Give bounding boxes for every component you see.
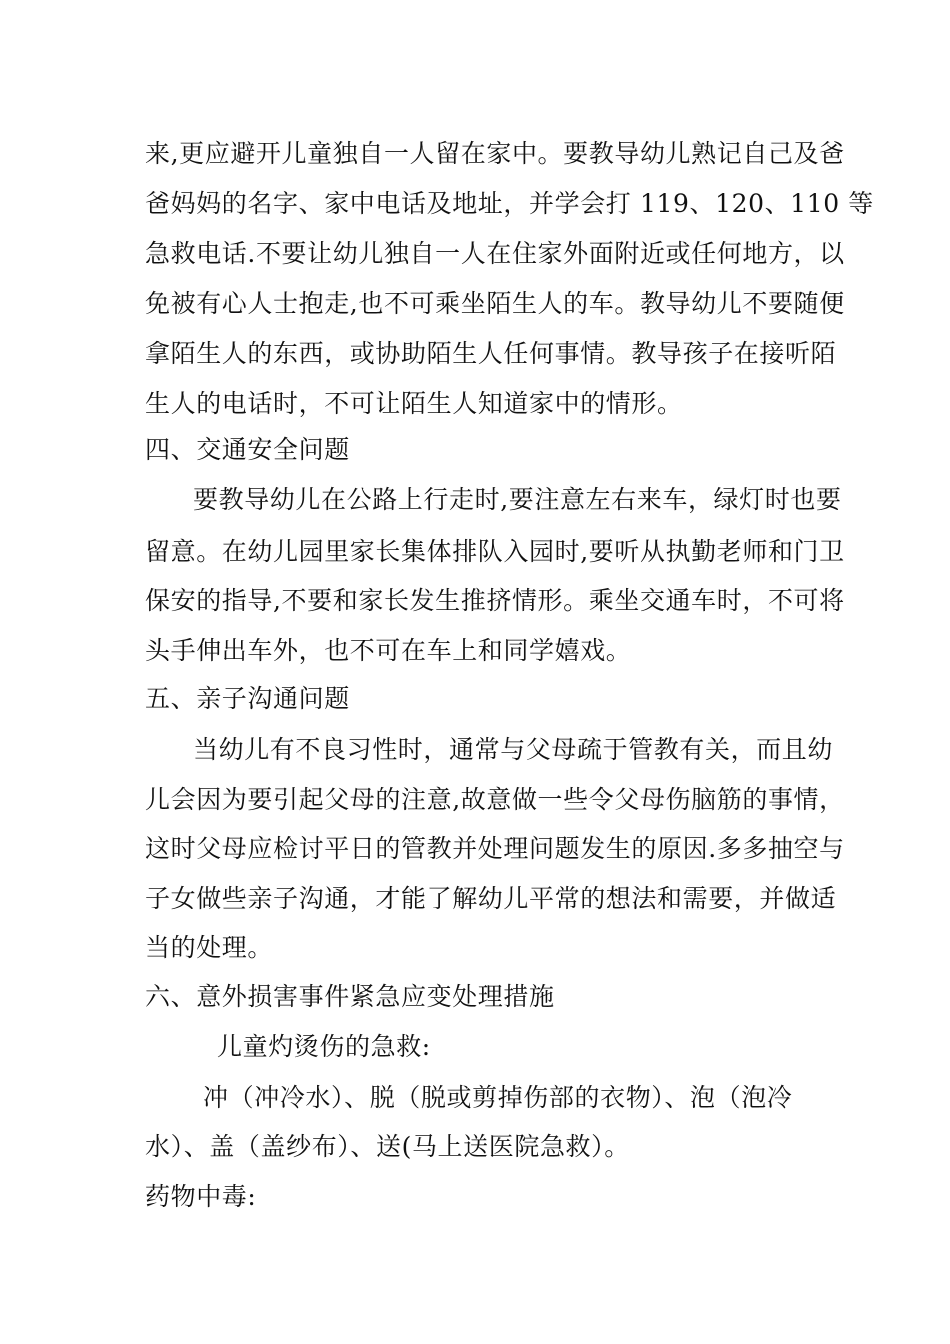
paragraph-line: 头手伸出车外，也不可在车上和同学嬉戏。 — [145, 636, 632, 665]
section-heading: 六、意外损害事件紧急应变处理措施 — [145, 982, 555, 1011]
paragraph-line: 急救电话.不要让幼儿独自一人在住家外面附近或任何地方，以 — [145, 239, 845, 268]
paragraph-line: 来,更应避开儿童独自一人留在家中。要教导幼儿熟记自己及爸 — [145, 139, 845, 168]
paragraph-line: 子女做些亲子沟通，才能了解幼儿平常的想法和需要，并做适 — [145, 884, 837, 913]
paragraph-line: 当的处理。 — [145, 933, 274, 962]
paragraph-line: 要教导幼儿在公路上行走时,要注意左右来车，绿灯时也要 — [193, 485, 842, 514]
paragraph-line: 当幼儿有不良习性时，通常与父母疏于管教有关，而且幼 — [193, 735, 834, 764]
subheading-line: 儿童灼烫伤的急救: — [217, 1032, 431, 1061]
paragraph-line: 免被有心人士抱走,也不可乘坐陌生人的车。教导幼儿不要随便 — [145, 289, 845, 318]
section-heading: 四、交通安全问题 — [145, 435, 350, 464]
paragraph-line: 爸妈妈的名字、家中电话及地址，并学会打 119、120、110 等 — [145, 189, 874, 218]
paragraph-line: 冲（冲冷水）、脱（脱或剪掉伤部的衣物）、泡（泡冷 — [203, 1083, 793, 1112]
paragraph-line: 生人的电话时，不可让陌生人知道家中的情形。 — [145, 389, 683, 418]
paragraph-line: 儿会因为要引起父母的注意,故意做一些令父母伤脑筋的事情， — [145, 785, 845, 814]
paragraph-line: 水）、盖（盖纱布）、送(马上送医院急救）。 — [145, 1132, 630, 1161]
paragraph-line: 拿陌生人的东西，或协助陌生人任何事情。教导孩子在接听陌 — [145, 339, 837, 368]
section-heading: 五、亲子沟通问题 — [145, 684, 350, 713]
subheading-line: 药物中毒: — [145, 1182, 257, 1211]
paragraph-line: 这时父母应检讨平日的管教并处理问题发生的原因.多多抽空与 — [145, 834, 845, 863]
paragraph-line: 保安的指导,不要和家长发生推挤情形。乘坐交通车时，不可将 — [145, 586, 845, 615]
paragraph-line: 留意。在幼儿园里家长集体排队入园时,要听从执勤老师和门卫 — [145, 537, 845, 566]
